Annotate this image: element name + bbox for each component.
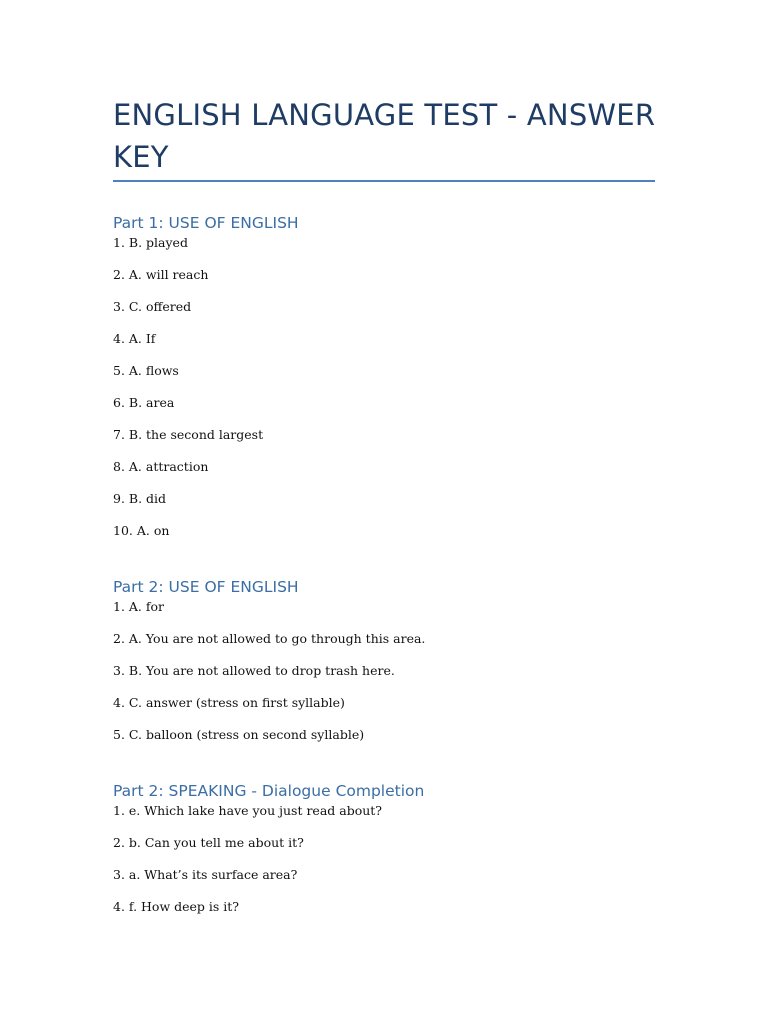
answer-item: 1. A. for [113, 599, 165, 614]
answer-item: 5. A. flows [113, 363, 179, 378]
section-part2-use-of-english [113, 577, 673, 757]
document-title: ENGLISH LANGUAGE TEST - ANSWER KEY [113, 98, 656, 174]
answer-list [113, 233, 673, 553]
answer-item: 1. e. Which lake have you just read about? [113, 803, 383, 818]
answer-item: 4. A. If [113, 331, 156, 346]
answer-item: 10. A. on [113, 523, 170, 538]
section-heading: Part 2: SPEAKING - Dialogue Completion [113, 782, 425, 800]
answer-item: 4. C. answer (stress on first syllable) [113, 695, 345, 710]
answer-item: 2. A. will reach [113, 267, 209, 282]
answer-item: 5. C. balloon (stress on second syllable) [113, 727, 365, 742]
answer-item: 3. a. What’s its surface area? [113, 867, 298, 882]
section-heading: Part 1: USE OF ENGLISH [113, 214, 299, 232]
answer-item: 3. C. offered [113, 299, 192, 314]
answer-item: 3. B. You are not allowed to drop trash here. [113, 663, 395, 678]
answer-item: 9. B. did [113, 491, 167, 506]
section-part2-speaking [113, 781, 673, 929]
answer-item: 2. b. Can you tell me about it? [113, 835, 304, 850]
answer-item: 2. A. You are not allowed to go through this area. [113, 631, 426, 646]
answer-list [113, 597, 673, 757]
answer-item: 1. B. played [113, 235, 188, 250]
answer-item: 4. f. How deep is it? [113, 899, 240, 914]
section-part1-use-of-english [113, 213, 673, 553]
answer-item: 7. B. the second largest [113, 427, 264, 442]
section-heading: Part 2: USE OF ENGLISH [113, 578, 299, 596]
answer-list [113, 801, 673, 929]
answer-item: 8. A. attraction [113, 459, 209, 474]
answer-item: 6. B. area [113, 395, 175, 410]
title-divider [113, 180, 655, 182]
